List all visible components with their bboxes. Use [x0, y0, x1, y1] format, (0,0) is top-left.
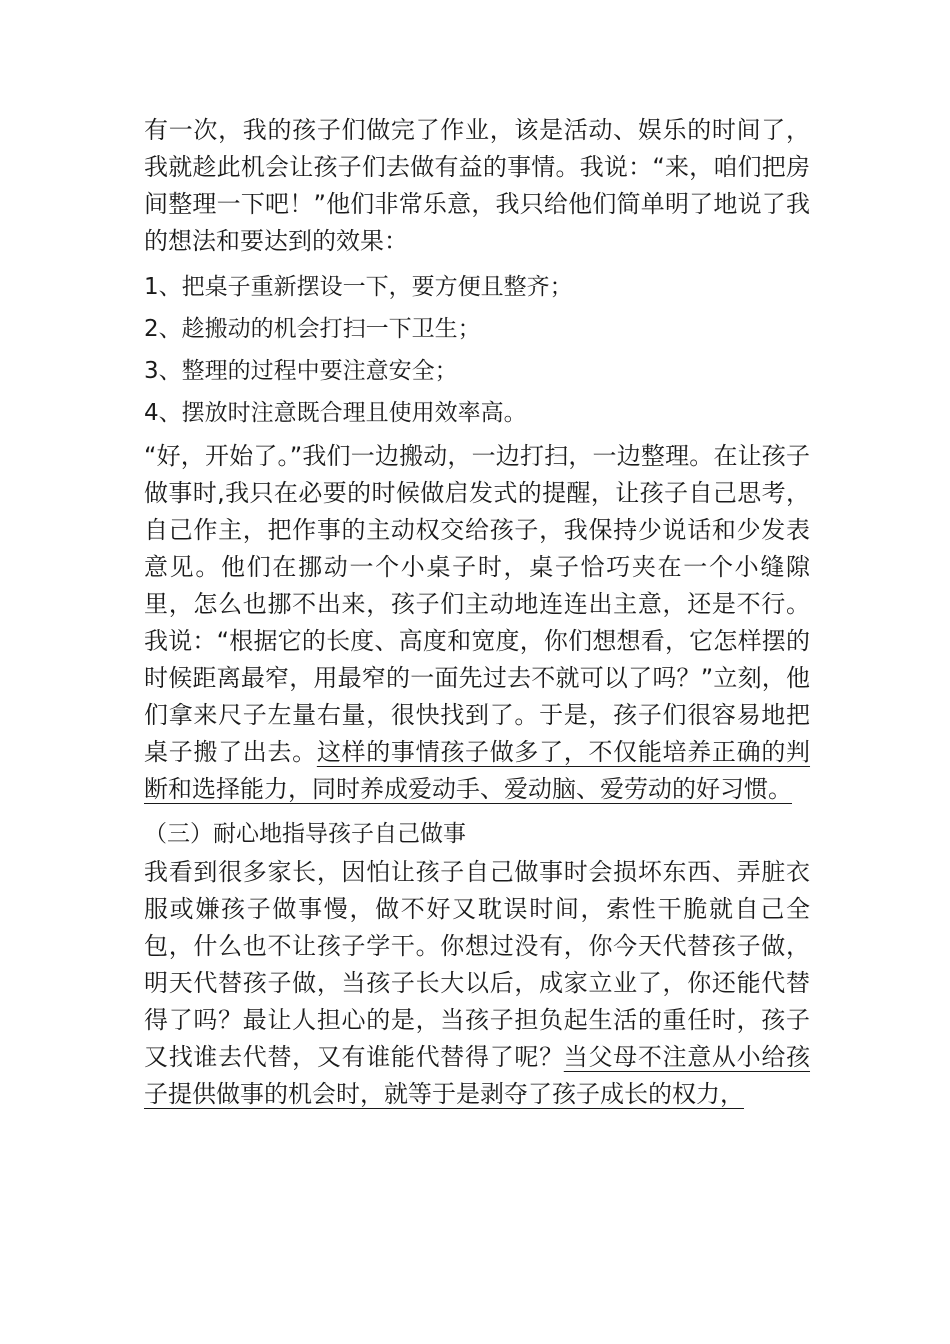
- underlined-text: 这样的事情孩子做多了，不仅能培养正确的判断和选择能力，同时养成爱动手、爱动脑、爱劳动的好习惯。: [144, 738, 811, 803]
- paragraph-story-text: “好，开始了。”我们一边搬动，一边打扫，一边整理。在让孩子做事时,我只在必要的时候做启发式的提醒，让孩子自己思考，自己作主，把作事的主动权交给孩子，我保持少说话和少发表意见。他们在挪动一个小桌子时，桌子恰巧夹在一个小缝隙里，怎么也挪不出来，孩子们主动地连连出主意，还是不行。我说：“根据它的长度、高度和宽度，你们想想看，它怎样摆的时候距离最窄，用最窄的一面先过去不就可以了吗？”立刻，他们拿来尺子左量右量，很快找到了。于是，孩子们很容易地把桌子搬了出去。: [144, 442, 810, 766]
- list-item: 1、把桌子重新摆设一下，要方便且整齐；: [144, 274, 573, 300]
- section-heading: （三）耐心地指导孩子自己做事: [144, 821, 466, 847]
- list-item: 3、整理的过程中要注意安全；: [144, 358, 458, 384]
- underlined-text: 当父母不注意从小给孩子提供做事的机会时，就等于是剥夺了孩子成长的权力，: [144, 1043, 811, 1108]
- list-item: 2、趁搬动的机会打扫一下卫生；: [144, 316, 481, 342]
- list-item: 4、摆放时注意既合理且使用效率高。: [144, 400, 527, 426]
- paragraph-guidance: [144, 854, 810, 1113]
- paragraph-story: [144, 438, 810, 808]
- document-page: [144, 112, 810, 1113]
- paragraph-intro: 有一次，我的孩子们做完了作业，该是活动、娱乐的时间了，我就趁此机会让孩子们去做有益的事情。我说：“来，咱们把房间整理一下吧！”他们非常乐意，我只给他们简单明了地说了我的想法和要达到的效果：: [144, 116, 810, 255]
- paragraph-guidance-text: 我看到很多家长，因怕让孩子自己做事时会损坏东西、弄脏衣服或嫌孩子做事慢，做不好又耽误时间，索性干脆就自己全包，什么也不让孩子学干。你想过没有，你今天代替孩子做，明天代替孩子做，当孩子长大以后，成家立业了，你还能代替得了吗？最让人担心的是，当孩子担负起生活的重任时，孩子又找谁去代替，又有谁能代替得了呢？: [144, 858, 810, 1071]
- numbered-list: [144, 266, 810, 434]
